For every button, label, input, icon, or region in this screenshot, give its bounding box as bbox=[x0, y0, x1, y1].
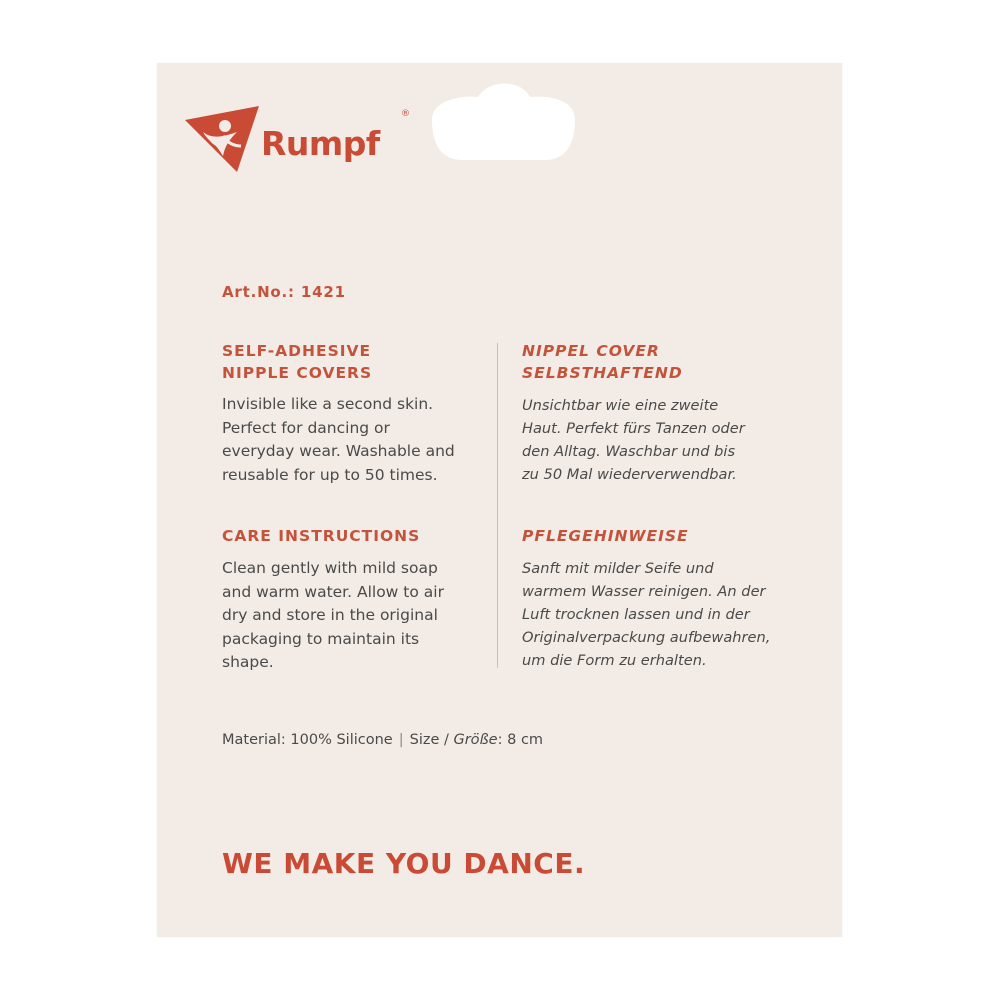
brand-name: Rumpf bbox=[261, 124, 380, 163]
material-size-line bbox=[222, 732, 543, 748]
german-title: NIPPEL COVER SELBSTHAFTEND bbox=[522, 342, 683, 382]
english-title: SELF-ADHESIVE NIPPLE COVERS bbox=[222, 342, 373, 382]
article-value: 1421 bbox=[300, 283, 346, 301]
english-description: Invisible like a second skin. Perfect for dancing or everyday wear. Washable and reusable for up to 50 times. bbox=[222, 395, 455, 484]
german-care-text: Sanft mit milder Seife und warmem Wasser reinigen. An der Luft trocknen lassen und in der Originalverpackung aufbewahren, um die Form zu erhalten. bbox=[522, 560, 771, 669]
dancer-logo-icon bbox=[183, 106, 263, 176]
german-care-title: PFLEGEHINWEISE bbox=[522, 527, 689, 545]
english-product-section bbox=[222, 340, 484, 487]
german-description: Unsichtbar wie eine zweite Haut. Perfekt fürs Tanzen oder den Alltag. Waschbar und bis zu 50 Mal wiederverwendbar. bbox=[522, 397, 745, 483]
size-label-de: Größe bbox=[453, 732, 498, 748]
material-text: Material: 100% Silicone bbox=[222, 732, 393, 748]
brand-slogan: WE MAKE YOU DANCE. bbox=[222, 847, 586, 880]
spec-separator: | bbox=[398, 732, 404, 748]
article-number bbox=[222, 283, 346, 301]
english-care-section bbox=[222, 525, 484, 675]
brand-logo bbox=[183, 106, 413, 176]
article-label: Art.No.: bbox=[222, 283, 295, 301]
size-label: Size / bbox=[409, 732, 449, 748]
column-divider bbox=[497, 343, 498, 668]
german-care-section bbox=[522, 525, 784, 672]
english-care-title: CARE INSTRUCTIONS bbox=[222, 527, 421, 545]
english-care-text: Clean gently with mild soap and warm water. Allow to air dry and store in the original packaging to maintain its shape. bbox=[222, 559, 444, 671]
registered-mark: ® bbox=[401, 109, 410, 119]
size-value: : 8 cm bbox=[497, 732, 544, 748]
german-product-section bbox=[522, 340, 784, 486]
